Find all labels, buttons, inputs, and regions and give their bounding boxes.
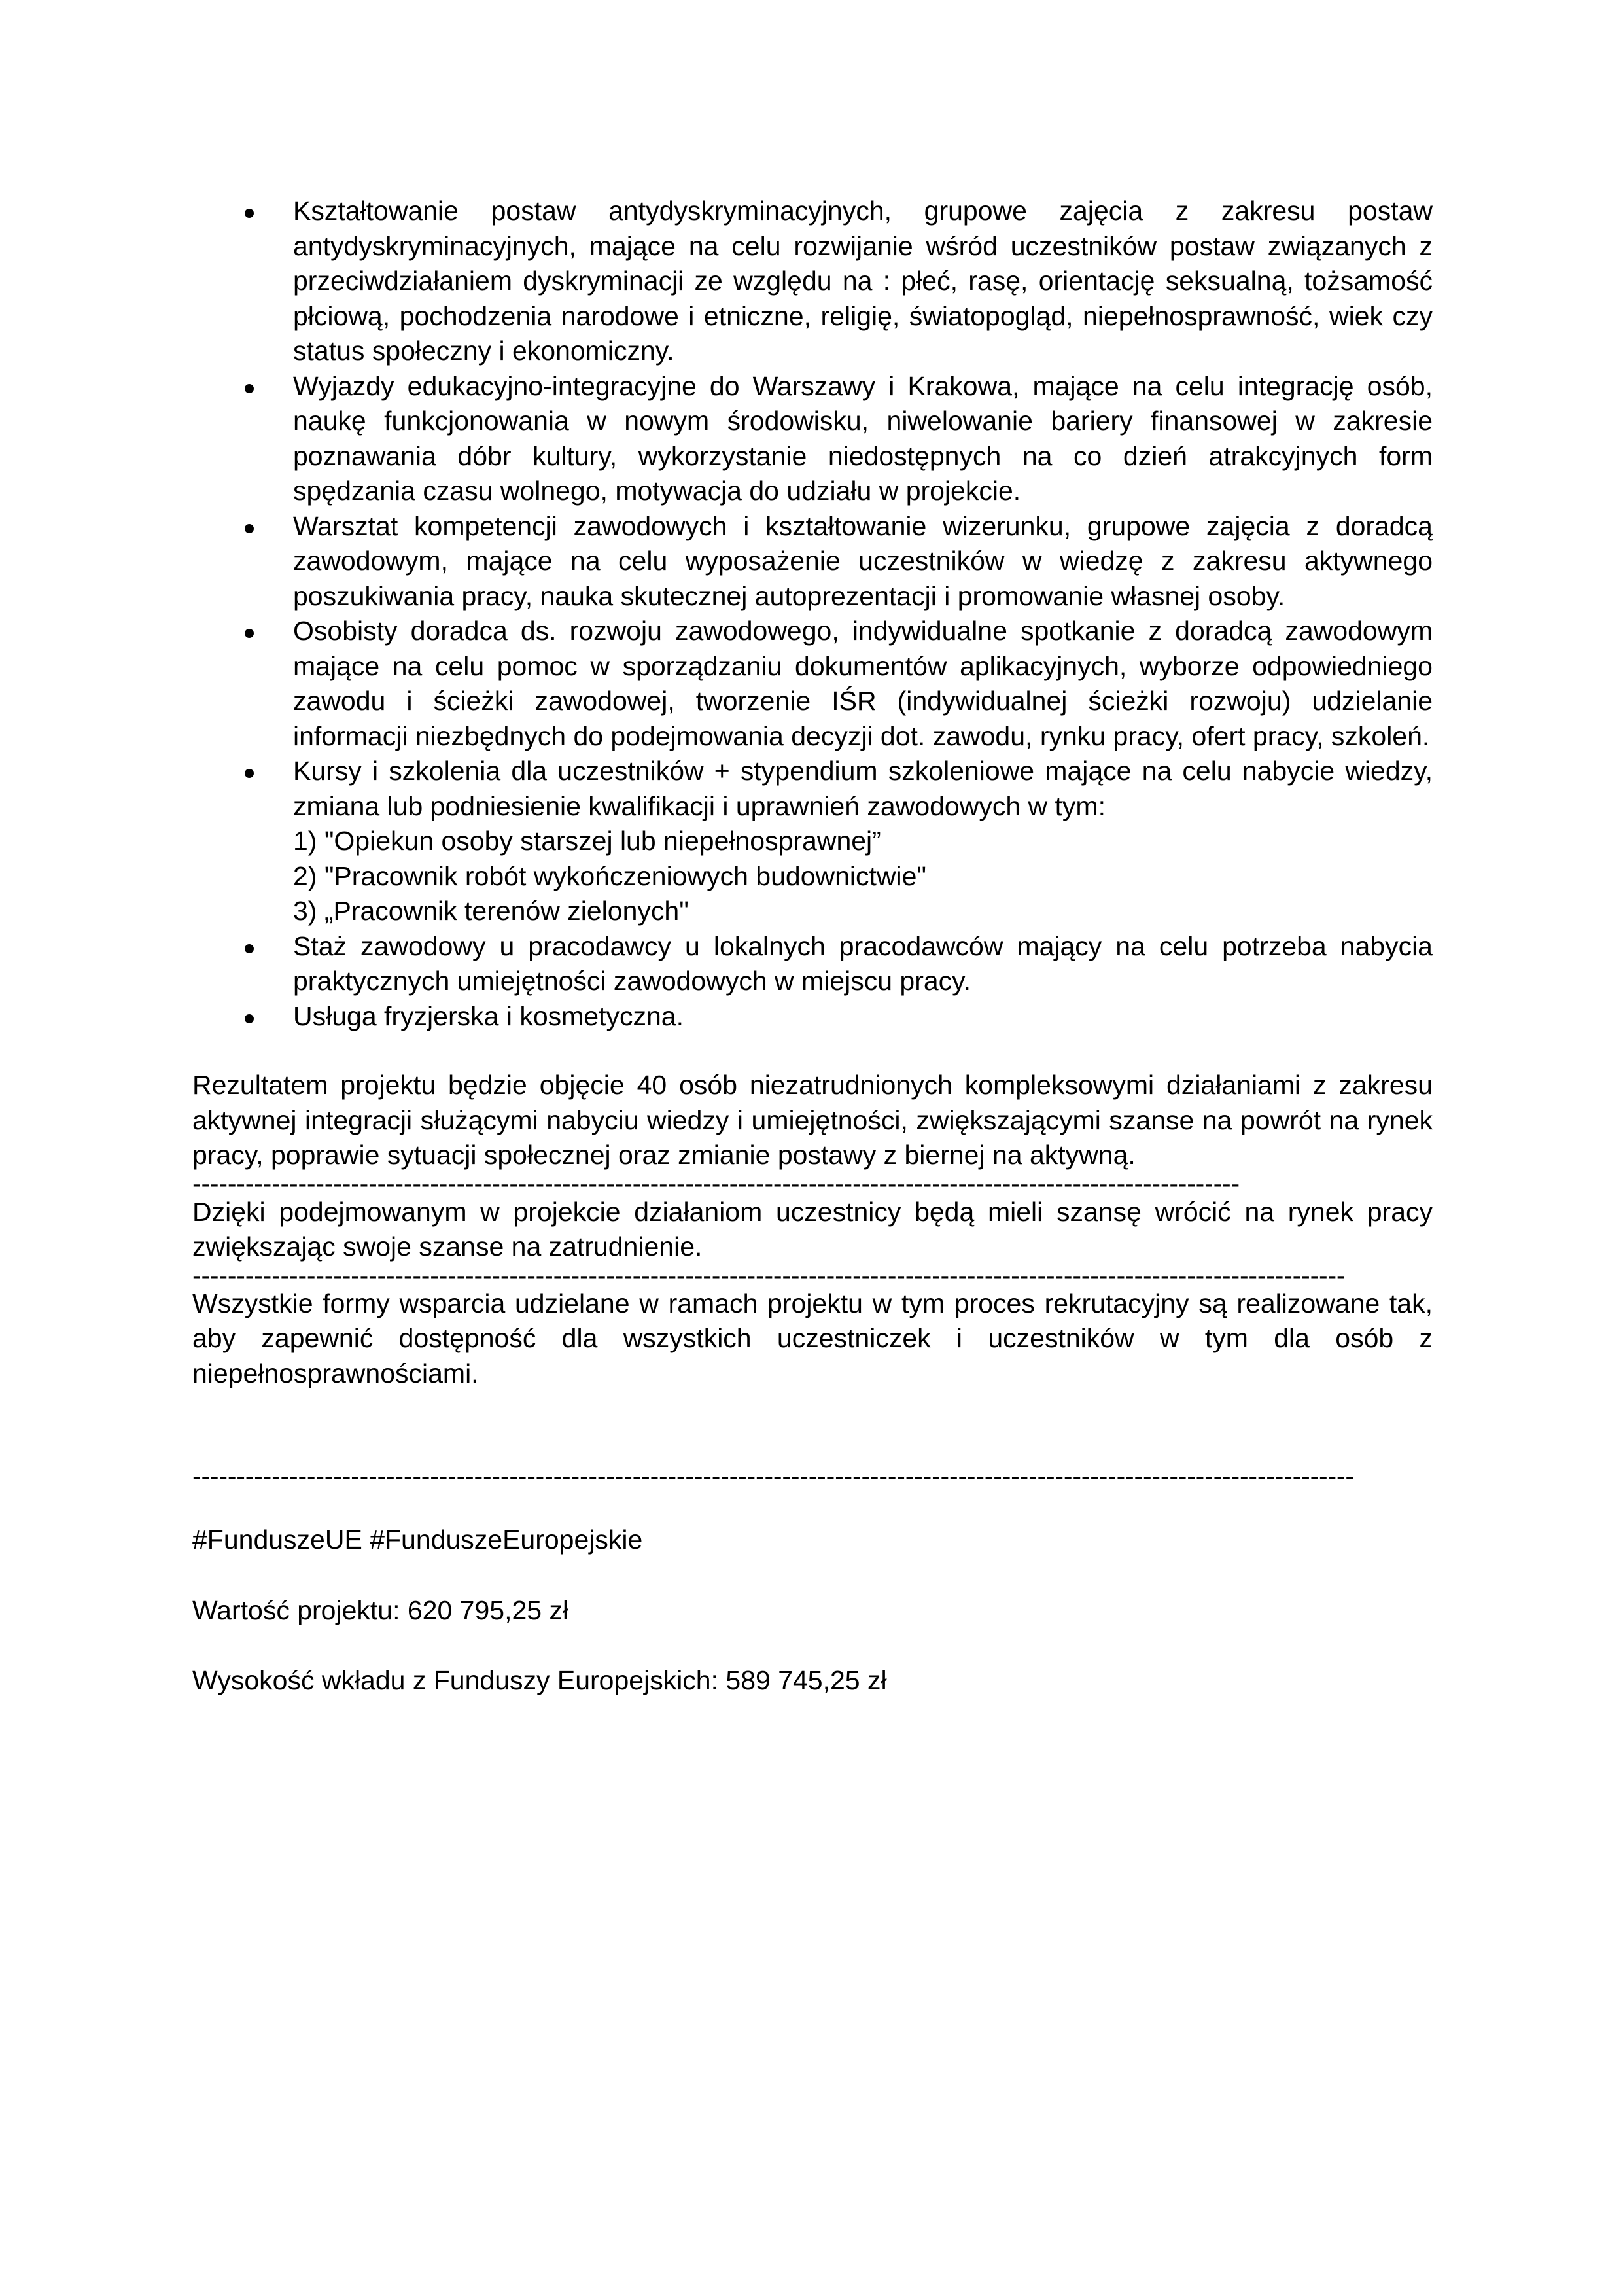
separator-line: ----------------------------------------------------------------------------------------------------------------------- [192,1173,1240,1195]
list-item [192,509,1433,614]
list-item [192,369,1433,509]
bullet-icon [245,524,254,533]
spacer [192,1034,1433,1068]
separator-line: ------------------------------------------------------------------------------------------------------------------------------------ [192,1466,1354,1487]
list-item-text: Warsztat kompetencji zawodowych i kształtowanie wizerunku, grupowe zajęcia z doradcą zawodowym, mające na celu wyposażenie uczestników w wiedzę z zakresu aktywnego poszukiwania pracy, nauka skutecznej autoprezentacji i promowanie własnej osoby. [293,510,1433,611]
spacer [192,1487,1433,1523]
list-item-text: Kształtowanie postaw antydyskryminacyjnych, grupowe zajęcia z zakresu postaw antydyskryminacyjnych, mające na celu rozwijanie wśród uczestników postaw związanych z przeciwdziałaniem dyskryminacji ze względu na : płeć, rasę, orientację seksualną, tożsamość płciową, pochodzenia narodowe i etniczne, religię, światopogląd, niepełnosprawność, wiek czy status społeczny i ekonomiczny. [293,196,1433,366]
accessibility-paragraph: Wszystkie formy wsparcia udzielane w ramach projektu w tym proces rekrutacyjny są realizowane tak, aby zapewnić dostępność dla wszystkich uczestniczek i uczestników w tym dla osób z niepełnosprawnościami. [192,1288,1433,1388]
document-page [192,194,1433,1699]
course-item-3: 3) „Pracownik terenów zielonych" [293,896,689,926]
bullet-icon [245,944,254,953]
list-item [192,929,1433,999]
spacer [192,1628,1433,1663]
list-item-text: Osobisty doradca ds. rozwoju zawodowego, indywidualne spotkanie z doradcą zawodowym mające na celu pomoc w sporządzaniu dokumentów aplikacyjnych, wyborze odpowiedniego zawodu i ścieżki zawodowej, tworzenie IŚR (indywidualnej ścieżki rozwoju) udzielanie informacji niezbędnych do podejmowania decyzji dot. zawodu, rynku pracy, ofert pracy, szkoleń. [293,616,1433,751]
list-item [192,614,1433,754]
list-item-text: Wyjazdy edukacyjno-integracyjne do Warszawy i Krakowa, mające na celu integrację osób, naukę funkcjonowania w nowym środowisku, niwelowanie bariery finansowej w zakresie poznawania dóbr kultury, wykorzystanie niedostępnych na co dzień atrakcyjnych form spędzania czasu wolnego, motywacja do udziału w projekcie. [293,370,1433,506]
bullet-icon [245,769,254,778]
chance-paragraph: Dzięki podejmowanym w projekcie działaniom uczestnicy będą mieli szansę wrócić na rynek pracy zwiększając swoje szanse na zatrudnienie. [192,1196,1433,1262]
bullet-icon [245,1014,254,1023]
spacer [192,1391,1433,1466]
list-item [192,754,1433,929]
course-item-2: 2) "Pracownik robót wykończeniowych budownictwie" [293,860,926,891]
eu-contribution: Wysokość wkładu z Funduszy Europejskich: 589 745,25 zł [192,1665,887,1695]
bullet-icon [245,209,254,218]
project-value: Wartość projektu: 620 795,25 zł [192,1595,569,1625]
list-item [192,194,1433,369]
bullet-icon [245,384,254,393]
list-item-text: Kursy i szkolenia dla uczestników + stypendium szkoleniowe mające na celu nabycie wiedzy, zmiana lub podniesienie kwalifikacji i uprawnień zawodowych w tym: [293,756,1433,821]
separator-line: ----------------------------------------------------------------------------------------------------------------------------------- [192,1264,1346,1286]
bullet-icon [245,629,254,638]
activities-list [192,194,1433,1034]
course-item-1: 1) "Opiekun osoby starszej lub niepełnosprawnej” [293,826,881,856]
hashtags: #FunduszeUE #FunduszeEuropejskie [192,1525,643,1555]
list-item-text: Usługa fryzjerska i kosmetyczna. [293,1000,684,1031]
list-item-text: Staż zawodowy u pracodawcy u lokalnych pracodawców mający na celu potrzeba nabycia praktycznych umiejętności zawodowych w miejscu pracy. [293,930,1433,996]
spacer [192,1558,1433,1593]
list-item [192,999,1433,1034]
result-paragraph: Rezultatem projektu będzie objęcie 40 osób niezatrudnionych kompleksowymi działaniami z zakresu aktywnej integracji służącymi nabyciu wiedzy i umiejętności, zwiększającymi szanse na powrót na rynek pracy, poprawie sytuacji społecznej oraz zmianie postawy z biernej na aktywną. [192,1070,1433,1170]
